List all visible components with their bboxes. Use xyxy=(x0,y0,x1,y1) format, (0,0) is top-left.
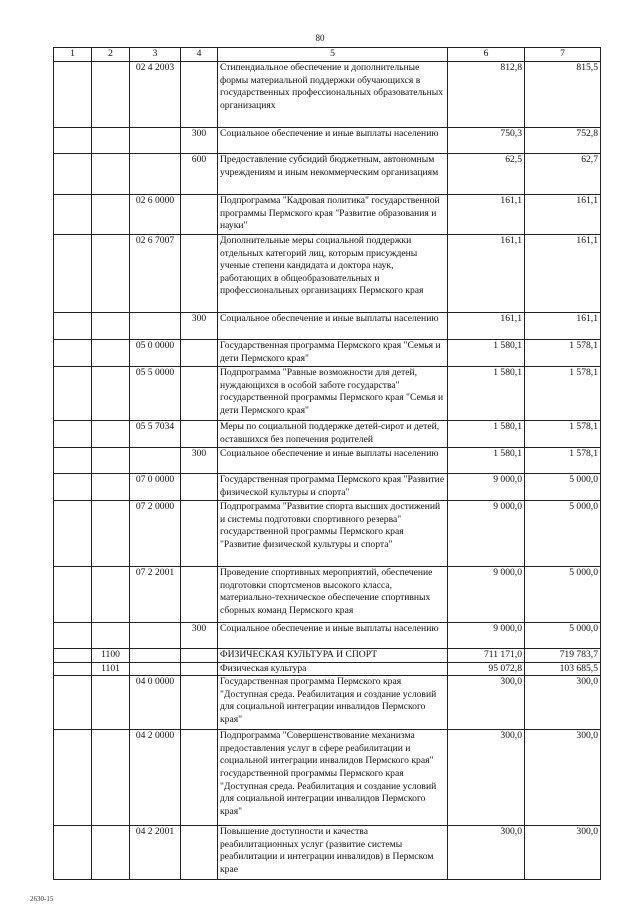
page-number: 80 xyxy=(315,33,325,43)
cell-expense-type xyxy=(181,501,218,567)
cell-section xyxy=(54,676,92,730)
cell-name: Стипендиальное обеспечение и дополнительные формы материальной поддержки обучающихся в государственных профессиональных образовательных организациях xyxy=(218,62,448,128)
cell-subsection xyxy=(92,421,130,448)
cell-amount-col6: 750,3 xyxy=(448,128,525,154)
cell-target-article: 02 6 7007 xyxy=(130,235,181,313)
cell-section xyxy=(54,62,92,128)
cell-amount-col7: 62,7 xyxy=(525,154,601,195)
cell-amount-col7: 300,0 xyxy=(525,730,601,826)
cell-name: Государственная программа Пермского края "Семья и дети Пермского края" xyxy=(218,340,448,367)
cell-target-article xyxy=(130,649,181,663)
cell-amount-col6: 300,0 xyxy=(448,730,525,826)
cell-subsection xyxy=(92,154,130,195)
header-col-5: 5 xyxy=(218,48,448,62)
header-col-1: 1 xyxy=(54,48,92,62)
cell-subsection xyxy=(92,676,130,730)
cell-section xyxy=(54,421,92,448)
header-col-6: 6 xyxy=(448,48,525,62)
table-row xyxy=(54,649,601,663)
cell-subsection xyxy=(92,367,130,421)
table-row xyxy=(54,128,601,154)
cell-name: Повышение доступности и качества реабилитационных услуг (развитие системы реабилитации и интеграции инвалидов) в Пермском крае xyxy=(218,826,448,880)
cell-expense-type xyxy=(181,195,218,235)
cell-subsection xyxy=(92,623,130,649)
budget-table xyxy=(53,47,601,880)
cell-amount-col6: 62,5 xyxy=(448,154,525,195)
header-row xyxy=(54,48,601,62)
budget-table-wrapper xyxy=(53,47,600,880)
cell-amount-col6: 161,1 xyxy=(448,195,525,235)
cell-name: Подпрограмма "Кадровая политика" государственной программы Пермского края "Развитие образования и науки" xyxy=(218,195,448,235)
cell-section xyxy=(54,623,92,649)
cell-section xyxy=(54,501,92,567)
header-col-2: 2 xyxy=(92,48,130,62)
cell-amount-col7: 1 578,1 xyxy=(525,340,601,367)
header-col-3: 3 xyxy=(130,48,181,62)
cell-expense-type xyxy=(181,662,218,676)
table-row xyxy=(54,367,601,421)
cell-section xyxy=(54,367,92,421)
cell-amount-col6: 711 171,0 xyxy=(448,649,525,663)
cell-subsection xyxy=(92,313,130,340)
table-row xyxy=(54,313,601,340)
cell-expense-type xyxy=(181,826,218,880)
cell-amount-col7: 815,5 xyxy=(525,62,601,128)
cell-section xyxy=(54,448,92,474)
cell-target-article xyxy=(130,662,181,676)
table-row xyxy=(54,730,601,826)
cell-amount-col6: 161,1 xyxy=(448,313,525,340)
cell-name: Дополнительные меры социальной поддержки отдельных категорий лиц, которым присуждены ученые степени кандидата и доктора наук, работающих в общеобразовательных и профессиональных организациях Пермского края xyxy=(218,235,448,313)
cell-name: Социальное обеспечение и иные выплаты населению xyxy=(218,448,448,474)
cell-target-article xyxy=(130,154,181,195)
cell-target-article xyxy=(130,313,181,340)
cell-expense-type xyxy=(181,367,218,421)
cell-section xyxy=(54,235,92,313)
cell-amount-col6: 1 580,1 xyxy=(448,367,525,421)
table-row xyxy=(54,340,601,367)
cell-target-article: 04 0 0000 xyxy=(130,676,181,730)
cell-name: ФИЗИЧЕСКАЯ КУЛЬТУРА И СПОРТ xyxy=(218,649,448,663)
table-row xyxy=(54,474,601,501)
table-row xyxy=(54,448,601,474)
cell-target-article: 07 0 0000 xyxy=(130,474,181,501)
cell-target-article xyxy=(130,128,181,154)
table-row xyxy=(54,501,601,567)
cell-target-article: 05 5 0000 xyxy=(130,367,181,421)
cell-amount-col6: 161,1 xyxy=(448,235,525,313)
table-body xyxy=(54,62,601,880)
cell-expense-type xyxy=(181,474,218,501)
cell-section xyxy=(54,128,92,154)
cell-name: Государственная программа Пермского края "Развитие физической культуры и спорта" xyxy=(218,474,448,501)
cell-target-article: 07 2 2001 xyxy=(130,567,181,623)
cell-section xyxy=(54,154,92,195)
table-row xyxy=(54,235,601,313)
cell-amount-col6: 9 000,0 xyxy=(448,501,525,567)
table-row xyxy=(54,62,601,128)
cell-amount-col6: 300,0 xyxy=(448,826,525,880)
header-col-7: 7 xyxy=(525,48,601,62)
cell-expense-type xyxy=(181,676,218,730)
cell-amount-col7: 5 000,0 xyxy=(525,567,601,623)
footer-code: 2630-15 xyxy=(30,895,54,903)
cell-expense-type xyxy=(181,421,218,448)
cell-amount-col7: 5 000,0 xyxy=(525,623,601,649)
cell-section xyxy=(54,826,92,880)
cell-subsection xyxy=(92,567,130,623)
cell-subsection xyxy=(92,474,130,501)
cell-amount-col6: 1 580,1 xyxy=(448,448,525,474)
cell-amount-col7: 5 000,0 xyxy=(525,474,601,501)
cell-section xyxy=(54,649,92,663)
cell-name: Подпрограмма "Равные возможности для детей, нуждающихся в особой заботе государства" государственной программы Пермского края "Семья и дети Пермского края" xyxy=(218,367,448,421)
cell-expense-type xyxy=(181,340,218,367)
cell-amount-col7: 300,0 xyxy=(525,826,601,880)
cell-expense-type: 600 xyxy=(181,154,218,195)
cell-amount-col6: 812,8 xyxy=(448,62,525,128)
cell-subsection xyxy=(92,448,130,474)
cell-amount-col7: 752,8 xyxy=(525,128,601,154)
cell-expense-type: 300 xyxy=(181,623,218,649)
cell-subsection xyxy=(92,235,130,313)
table-row xyxy=(54,567,601,623)
cell-name: Подпрограмма "Совершенствование механизма предоставления услуг в сфере реабилитации и социальной интеграции инвалидов Пермского края" государственной программы Пермского края "Доступная среда. Реабилитация и создание условий для социальной интеграции инвалидов Пермского края" xyxy=(218,730,448,826)
cell-target-article xyxy=(130,448,181,474)
cell-target-article: 04 2 2001 xyxy=(130,826,181,880)
cell-name: Предоставление субсидий бюджетным, автономным учреждениям и иным некоммерческим организациям xyxy=(218,154,448,195)
cell-subsection xyxy=(92,195,130,235)
cell-target-article xyxy=(130,623,181,649)
table-row xyxy=(54,676,601,730)
cell-amount-col7: 1 578,1 xyxy=(525,367,601,421)
cell-section xyxy=(54,313,92,340)
table-row xyxy=(54,421,601,448)
cell-expense-type: 300 xyxy=(181,313,218,340)
cell-subsection: 1100 xyxy=(92,649,130,663)
cell-name: Подпрограмма "Развитие спорта высших достижений и системы подготовки спортивного резерва" государственной программы Пермского края "Развитие физической культуры и спорта" xyxy=(218,501,448,567)
cell-amount-col7: 161,1 xyxy=(525,195,601,235)
cell-expense-type xyxy=(181,567,218,623)
cell-amount-col6: 1 580,1 xyxy=(448,421,525,448)
cell-target-article: 04 2 0000 xyxy=(130,730,181,826)
cell-section xyxy=(54,662,92,676)
cell-subsection: 1101 xyxy=(92,662,130,676)
table-row xyxy=(54,195,601,235)
cell-name: Физическая культура xyxy=(218,662,448,676)
cell-section xyxy=(54,340,92,367)
table-row xyxy=(54,662,601,676)
cell-amount-col6: 1 580,1 xyxy=(448,340,525,367)
cell-amount-col7: 5 000,0 xyxy=(525,501,601,567)
cell-target-article: 02 6 0000 xyxy=(130,195,181,235)
cell-subsection xyxy=(92,730,130,826)
table-row xyxy=(54,154,601,195)
cell-subsection xyxy=(92,340,130,367)
cell-target-article: 02 4 2003 xyxy=(130,62,181,128)
cell-amount-col7: 300,0 xyxy=(525,676,601,730)
header-col-4: 4 xyxy=(181,48,218,62)
cell-name: Социальное обеспечение и иные выплаты населению xyxy=(218,313,448,340)
table-row xyxy=(54,623,601,649)
cell-name: Социальное обеспечение и иные выплаты населению xyxy=(218,623,448,649)
cell-name: Социальное обеспечение и иные выплаты населению xyxy=(218,128,448,154)
cell-subsection xyxy=(92,62,130,128)
cell-subsection xyxy=(92,501,130,567)
cell-section xyxy=(54,195,92,235)
cell-name: Меры по социальной поддержке детей-сирот и детей, оставшихся без попечения родителей xyxy=(218,421,448,448)
cell-subsection xyxy=(92,826,130,880)
cell-expense-type: 300 xyxy=(181,128,218,154)
cell-target-article: 07 2 0000 xyxy=(130,501,181,567)
cell-section xyxy=(54,567,92,623)
cell-amount-col6: 9 000,0 xyxy=(448,567,525,623)
cell-amount-col7: 161,1 xyxy=(525,235,601,313)
cell-amount-col7: 1 578,1 xyxy=(525,448,601,474)
cell-amount-col6: 9 000,0 xyxy=(448,474,525,501)
cell-amount-col6: 95 072,8 xyxy=(448,662,525,676)
cell-section xyxy=(54,730,92,826)
cell-expense-type xyxy=(181,235,218,313)
cell-expense-type xyxy=(181,730,218,826)
cell-target-article: 05 5 7034 xyxy=(130,421,181,448)
cell-amount-col7: 103 685,5 xyxy=(525,662,601,676)
cell-expense-type xyxy=(181,62,218,128)
table-row xyxy=(54,826,601,880)
cell-section xyxy=(54,474,92,501)
cell-amount-col7: 161,1 xyxy=(525,313,601,340)
cell-expense-type xyxy=(181,649,218,663)
cell-amount-col6: 9 000,0 xyxy=(448,623,525,649)
cell-target-article: 05 0 0000 xyxy=(130,340,181,367)
cell-amount-col7: 719 783,7 xyxy=(525,649,601,663)
cell-amount-col7: 1 578,1 xyxy=(525,421,601,448)
cell-expense-type: 300 xyxy=(181,448,218,474)
cell-subsection xyxy=(92,128,130,154)
cell-amount-col6: 300,0 xyxy=(448,676,525,730)
cell-name: Государственная программа Пермского края "Доступная среда. Реабилитация и создание условий для социальной интеграции инвалидов Пермского края" xyxy=(218,676,448,730)
cell-name: Проведение спортивных мероприятий, обеспечение подготовки спортсменов высокого класса, материально-техническое обеспечение спортивных сборных команд Пермского края xyxy=(218,567,448,623)
